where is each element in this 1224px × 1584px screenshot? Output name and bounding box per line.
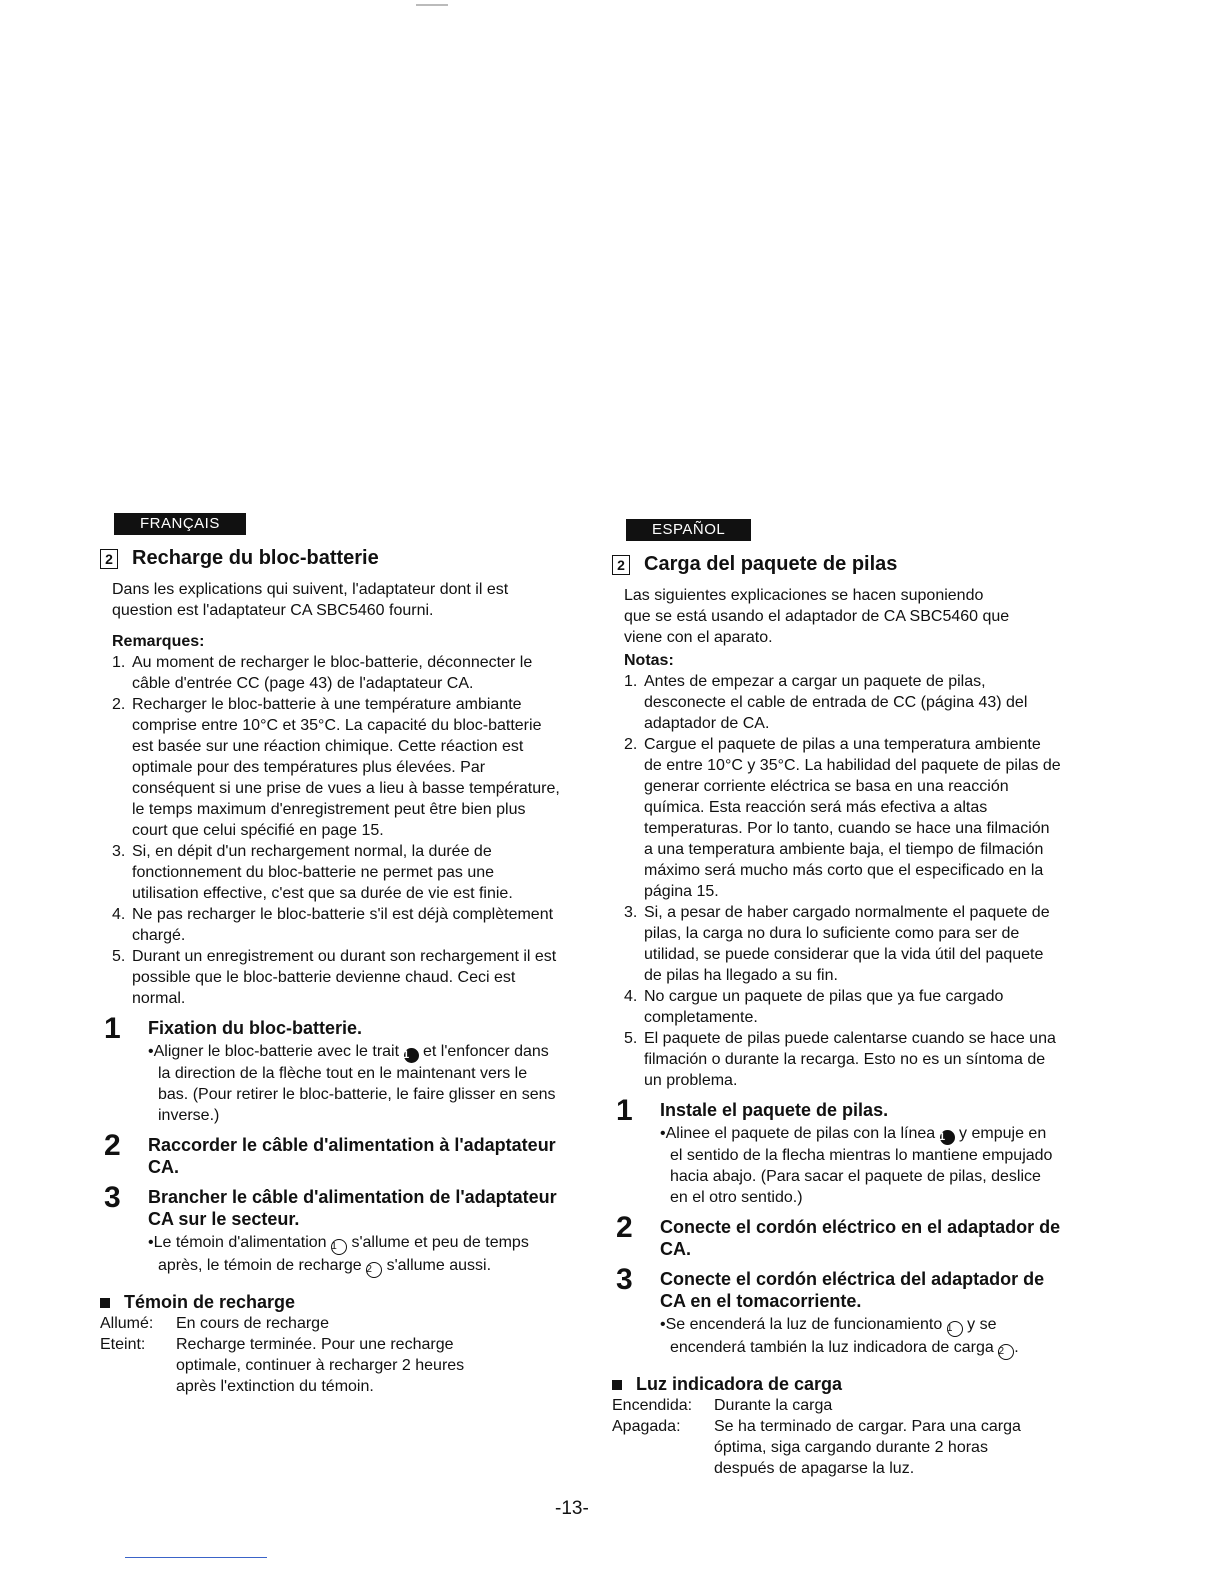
square-bullet-icon — [100, 1298, 110, 1308]
square-bullet-icon — [612, 1380, 622, 1390]
step-title: Conecte el cordón eléctrica del adaptador de CA en el tomacorriente. — [660, 1269, 1045, 1311]
note-item: 2. Cargue el paquete de pilas a una temperatura ambiente de entre 10°C y 35°C. La habilidad del paquete de pilas de generar corriente eléctrica se basa en una reacción química. Esta reacción será más efectiva a altas temperaturas. Por lo tanto, cuando se hace una filmación a una temperatura ambiente baja, el tiempo de filmación máximo será mucho más corto que el especificado en la página 15. — [624, 736, 1061, 900]
step-1 — [100, 1012, 560, 1126]
step-number: 1 — [104, 1012, 121, 1045]
step-title: Fixation du bloc-batterie. — [148, 1018, 363, 1038]
step-number: 3 — [616, 1263, 633, 1296]
step-number: 3 — [104, 1181, 121, 1214]
step-title: Conecte el cordón eléctrico en el adaptador de CA. — [660, 1217, 1061, 1259]
step-title: Raccorder le câble d'alimentation à l'adaptateur CA. — [148, 1135, 556, 1177]
step-instruction: •Se encenderá la luz de funcionamiento 1 y se encenderá también la luz indicadora de carga 2 . — [660, 1314, 1062, 1360]
note-item: 1. Antes de empezar a cargar un paquete de pilas, desconecte el cable de entrada de CC (página 43) del adaptador de CA. — [624, 673, 1028, 732]
step-3 — [100, 1181, 560, 1278]
intro-paragraph: Las siguientes explicaciones se hacen suponiendo que se está usando el adaptador de CA SBC5460 que viene con el aparato. — [624, 587, 1010, 646]
circled-1-icon: 1 — [947, 1321, 963, 1337]
section-title: Recharge du bloc-batterie — [132, 547, 379, 569]
indicator-heading: Luz indicadora de carga — [612, 1374, 1062, 1395]
circled-2-icon: 2 — [366, 1262, 382, 1278]
note-item: 3. Si, a pesar de haber cargado normalmente el paquete de pilas, la carga no dura lo suficiente como para ser de utilidad, se puede considerar que la vida útil del paquete de pilas ha llegado a su fin. — [624, 904, 1050, 984]
language-tag-spanish: ESPAÑOL — [626, 519, 751, 541]
french-column — [100, 513, 560, 1397]
indicator-heading: Témoin de recharge — [100, 1292, 560, 1313]
note-item: 4. Ne pas recharger le bloc-batterie s'il est déjà complètement chargé. — [112, 906, 554, 944]
step-instruction: •Le témoin d'alimentation 1 s'allume et peu de temps après, le témoin de recharge 2 s'allume aussi. — [148, 1232, 560, 1278]
section-number-box: 2 — [612, 555, 630, 575]
step-number: 2 — [104, 1129, 121, 1162]
note-item: 4. No cargue un paquete de pilas que ya fue cargado completamente. — [624, 988, 1004, 1026]
step-1 — [612, 1094, 1062, 1208]
spanish-column — [612, 519, 1062, 1479]
indicator-on-row: Allumé: En cours de recharge — [100, 1315, 329, 1332]
step-instruction: •Alinee el paquete de pilas con la línea 1 y empuje en el sentido de la flecha mientras lo mantiene empujado hacia abajo. (Para sacar el paquete de pilas, deslice en el otro sentido.) — [660, 1125, 1053, 1206]
circled-2-icon: 2 — [998, 1344, 1014, 1360]
intro-paragraph: Dans les explications qui suivent, l'adaptateur dont il est question est l'adaptateur CA SBC5460 fourni. — [112, 581, 509, 619]
step-number: 1 — [616, 1094, 633, 1127]
page-number: -13- — [555, 1498, 589, 1519]
step-instruction: •Aligner le bloc-batterie avec le trait 1 et l'enfoncer dans la direction de la flèche tout en le maintenant vers le bas. (Pour retirer le bloc-batterie, le faire glisser en sens inverse.) — [148, 1043, 556, 1124]
footer-rule — [125, 1557, 267, 1558]
marker-1-icon: 1 — [404, 1048, 419, 1063]
circled-1-icon: 1 — [331, 1239, 347, 1255]
language-tag-french: FRANÇAIS — [114, 513, 246, 535]
note-item: 5. Durant un enregistrement ou durant son rechargement il est possible que le bloc-batterie devienne chaud. Ceci est normal. — [112, 948, 557, 1007]
notes-title: Remarques: — [112, 633, 205, 650]
step-title: Instale el paquete de pilas. — [660, 1100, 889, 1120]
note-item: 5. El paquete de pilas puede calentarse cuando se hace una filmación o durante la recarga. Esto no es un síntoma de un problema. — [624, 1030, 1056, 1089]
step-title: Brancher le câble d'alimentation de l'adaptateur CA sur le secteur. — [148, 1187, 557, 1229]
section-heading — [100, 548, 560, 569]
section-title: Carga del paquete de pilas — [644, 553, 898, 575]
indicator-off-row: Apagada: Se ha terminado de cargar. Para una carga óptima, siga cargando durante 2 horas después de apagarse la luz. — [612, 1418, 1021, 1477]
notes-list — [112, 652, 560, 1009]
step-2 — [100, 1129, 560, 1178]
section-heading — [612, 554, 1062, 575]
indicator-on-row: Encendida: Durante la carga — [612, 1397, 833, 1414]
step-number: 2 — [616, 1211, 633, 1244]
section-number-box: 2 — [100, 549, 118, 569]
note-item: 1. Au moment de recharger le bloc-batterie, déconnecter le câble d'entrée CC (page 43) de l'adaptateur CA. — [112, 654, 533, 692]
indicator-off-row: Eteint: Recharge terminée. Pour une recharge optimale, continuer à recharger 2 heures après l'extinction du témoin. — [100, 1336, 465, 1395]
notes-list — [624, 671, 1062, 1091]
note-item: 2. Recharger le bloc-batterie à une température ambiante comprise entre 10°C et 35°C. La capacité du bloc-batterie est basée sur une réaction chimique. Cette réaction est optimale pour des températures plus élevées. Par conséquent si une prise de vues a lieu à basse température, le temps maximum d'enregistrement peut être bien plus court que celui spécifié en page 15. — [112, 696, 560, 839]
scan-artifact — [416, 4, 448, 6]
step-2 — [612, 1211, 1062, 1260]
note-item: 3. Si, en dépit d'un rechargement normal, la durée de fonctionnement du bloc-batterie ne permet pas une utilisation effective, c'est que sa durée de vie est finie. — [112, 843, 513, 902]
step-3 — [612, 1263, 1062, 1360]
marker-1-icon: 1 — [940, 1130, 955, 1145]
notes-title: Notas: — [624, 652, 674, 669]
